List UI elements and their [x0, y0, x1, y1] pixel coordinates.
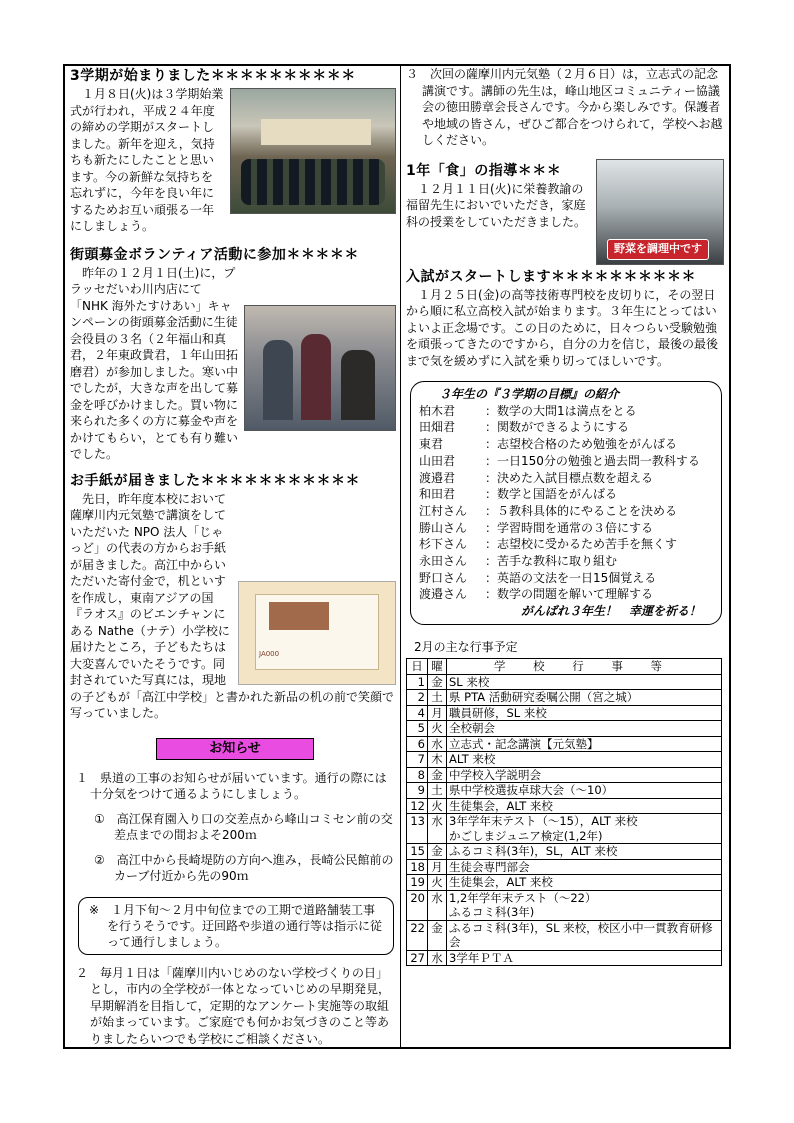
- goal-text: ：数学と国語をがんばる: [485, 487, 618, 502]
- goals-box: [410, 381, 722, 625]
- goal-text: ：学習時間を通常の３倍にする: [485, 520, 654, 535]
- schedule-weekday: 木: [428, 752, 447, 768]
- goal-text: ：関数ができるようにする: [485, 420, 630, 435]
- schedule-day: 13: [407, 814, 428, 844]
- schedule-event: 生徒集会，ALT 来校: [447, 875, 722, 891]
- schedule-event: 職員研修，SL 来校: [447, 705, 722, 721]
- goal-text: ：一日150分の勉強と過去問一教科する: [485, 453, 700, 468]
- schedule-weekday: 土: [428, 783, 447, 799]
- notice-item-1: １ 県道の工事のお知らせが届いています。通行の際には十分気をつけて通るようにしましょう。: [76, 770, 387, 801]
- schedule-day: 15: [407, 844, 428, 860]
- schedule-row: [407, 736, 722, 752]
- schedule-day: 5: [407, 721, 428, 737]
- schedule-day: 12: [407, 798, 428, 814]
- schedule-event: SL 来校: [447, 674, 722, 690]
- schedule-event: 全校朝会: [447, 721, 722, 737]
- schedule-day: 18: [407, 859, 428, 875]
- goal-text: ：英語の文法を一日15個覚える: [485, 570, 657, 585]
- goal-text: ：５教科具体的にやることを決める: [485, 503, 678, 518]
- volunteer-heading: 街頭募金ボランティア活動に参加＊＊＊＊＊: [70, 246, 359, 263]
- right-column: [406, 66, 724, 966]
- letter-heading: お手紙が届きました＊＊＊＊＊＊＊＊＊＊＊: [70, 472, 360, 489]
- goal-student-name: 勝山さん: [419, 520, 468, 535]
- schedule-row: [407, 890, 722, 920]
- notice-sub-1: ① 高江保育園入り口の交差点から峰山コミセン前の交差点までの間およそ200ｍ: [94, 811, 393, 842]
- goal-item: [419, 570, 715, 587]
- schedule-weekday: 金: [428, 674, 447, 690]
- cooking-photo-label: 野菜を調理中です: [607, 239, 709, 260]
- schedule-weekday: 水: [428, 814, 447, 844]
- goal-item: [419, 553, 715, 570]
- goal-item: [419, 586, 715, 603]
- goals-list: [419, 403, 715, 603]
- schedule-row: [407, 783, 722, 799]
- schedule-event: ALT 来校: [447, 752, 722, 768]
- notice-item-2: ２ 毎月１日は「薩摩川内いじめのない学校づくりの日」とし，市内の全学校が一体となっていじめの早期発見，早期解消を目指して，定期的なアンケート実施等の取組が始まっています。ご家庭でも何かお気づきのこと等ありましたらいつでも学校にご相談ください。: [76, 965, 391, 1046]
- goal-item: [419, 470, 715, 487]
- goal-text: ：数学の問題を解いて理解する: [485, 587, 654, 602]
- schedule-day: 19: [407, 875, 428, 891]
- goal-student-name: 東君: [419, 437, 444, 452]
- schedule-row: [407, 950, 722, 966]
- schedule-event: 県中学校選抜卓球大会（～10）: [447, 783, 722, 799]
- goals-cheer: がんばれ３年生！ 幸運を祈る！: [520, 604, 701, 619]
- goal-item: [419, 486, 715, 503]
- notice-sub-2: ② 高江中から長崎堤防の方向へ進み，長崎公民館前のカーブ付近から先の90ｍ: [94, 852, 394, 883]
- schedule-event: 3学年ＰＴＡ: [447, 950, 722, 966]
- schedule-row: [407, 875, 722, 891]
- schedule-event: ふるコミ科(3年)，SL，ALT 来校: [447, 844, 722, 860]
- goal-text: ：志望校に受かるため苦手を無くす: [485, 537, 678, 552]
- goal-student-name: 山田君: [419, 453, 456, 468]
- goal-item: [419, 503, 715, 520]
- fundraising-photo: [244, 305, 396, 431]
- goal-student-name: 渡邉さん: [419, 587, 468, 602]
- column-divider: [400, 64, 401, 1049]
- goal-item: [419, 520, 715, 537]
- letter-photo-caption: JA000: [259, 649, 280, 658]
- schedule-weekday: 水: [428, 950, 447, 966]
- letter-photo: [238, 581, 396, 685]
- term3-heading: 3学期が始まりました＊＊＊＊＊＊＊＊＊＊: [70, 68, 356, 84]
- schedule-weekday: 月: [428, 859, 447, 875]
- goal-item: [419, 419, 715, 436]
- goal-student-name: 永田さん: [419, 554, 468, 569]
- goal-student-name: 田畑君: [419, 420, 456, 435]
- goal-item: [419, 436, 715, 453]
- exam-body: １月２５日(金)の高等技術専門校を皮切りに，その翌日から順に私立高校入試が始まります。３年生にとってはいよいよ正念場です。この日のために，日々つらい受験勉強を頑張ってきたのですから，自分の力を信じ，最後の最後まで気を緩めずに入試を乗り切ってほしいです。: [406, 287, 719, 368]
- schedule-weekday: 土: [428, 690, 447, 706]
- schedule-weekday: 金: [428, 767, 447, 783]
- schedule-table: [406, 658, 722, 966]
- schedule-row: [407, 690, 722, 706]
- schedule-day: 4: [407, 705, 428, 721]
- schedule-row: [407, 705, 722, 721]
- schedule-event: 生徒会専門部会: [447, 859, 722, 875]
- goal-text: ：苦手な教科に取り組む: [485, 554, 618, 569]
- goals-title: ３年生の『３学期の目標』の紹介: [439, 387, 620, 401]
- schedule-weekday: 金: [428, 920, 447, 950]
- goal-text: ：決めた入試目標点数を超える: [485, 470, 654, 485]
- juku-body: ３ 次回の薩摩川内元気塾（２月６日）は，立志式の記念講演です。講師の先生は，峰山地区コミュニティー協議会の徳田勝章会長さんです。今から楽しみです。保護者や地域の皆さん，ぜひご都合をつけられて，学校へお越しください。: [406, 67, 723, 147]
- schedule-header-event: 学 校 行 事 等: [447, 659, 722, 675]
- schedule-row: [407, 798, 722, 814]
- schedule-event: 生徒集会，ALT 来校: [447, 798, 722, 814]
- schedule-row: [407, 814, 722, 844]
- schedule-event: 中学校入学説明会: [447, 767, 722, 783]
- goal-student-name: 柏木君: [419, 403, 456, 418]
- schedule-weekday: 火: [428, 875, 447, 891]
- schedule-row: [407, 844, 722, 860]
- schedule-day: 6: [407, 736, 428, 752]
- food-heading: 1年「食」の指導＊＊＊: [406, 162, 562, 179]
- schedule-weekday: 水: [428, 736, 447, 752]
- goal-student-name: 野口さん: [419, 570, 468, 585]
- schedule-day: 20: [407, 890, 428, 920]
- goal-student-name: 江村さん: [419, 503, 468, 518]
- goal-item: [419, 403, 715, 420]
- left-column: [70, 66, 396, 1047]
- term3-body: １月８日(火)は３学期始業式が行われ，平成２４年度の締めの学期がスタートしました。新年を迎え，気持ちも新たにしたことと思います。今の新鮮な気持ちを忘れずに，今年を良い年にするためお互い頑張る一年にしましょう。: [70, 87, 224, 233]
- schedule-day: 8: [407, 767, 428, 783]
- goal-item: [419, 453, 715, 470]
- schedule-weekday: 月: [428, 705, 447, 721]
- goal-student-name: 杉下さん: [419, 537, 468, 552]
- schedule-event: 立志式・記念講演【元気塾】: [447, 736, 722, 752]
- notice-heading: お知らせ: [156, 738, 314, 760]
- schedule-header-weekday: 曜: [428, 659, 447, 675]
- goal-item: [419, 536, 715, 553]
- schedule-event: 3年学年末テスト（～15），ALT 来校 かごしまジュニア検定(1,2年): [447, 814, 722, 844]
- schedule-row: [407, 674, 722, 690]
- ceremony-photo: [230, 88, 396, 214]
- goal-student-name: 渡邉君: [419, 470, 456, 485]
- schedule-row: [407, 859, 722, 875]
- schedule-row: [407, 920, 722, 950]
- schedule-day: 9: [407, 783, 428, 799]
- goal-text: ：志望校合格のため勉強をがんばる: [485, 437, 678, 452]
- schedule-row: [407, 721, 722, 737]
- schedule-event: 1,2年学年末テスト（～22） ふるコミ科(3年): [447, 890, 722, 920]
- schedule-row: [407, 767, 722, 783]
- goal-text: ：数学の大問1は満点をとる: [485, 403, 637, 418]
- schedule-day: 27: [407, 950, 428, 966]
- schedule-day: 7: [407, 752, 428, 768]
- notice-note-box: ※ １月下旬～２月中旬位までの工期で道路舗装工事を行うそうです。迂回路や歩道の通行等は指示に従って通行しましょう。: [78, 897, 394, 955]
- letter-body: 先日，昨年度本校において薩摩川内元気塾で講演をしていただいた NPO 法人「じゃっど」の代表の方からお手紙が届きました。高江中からいただいた寄付金で，机といすを作成し，東南アジアの国『ラオス』のビエンチャンにある Nathe（ナテ）小学校に届けたところ，子どもたちは大変喜んでいたそうです。同封されていた写真には，現地の子どもが「高江中学校」と書かれた新品の机の前で笑顔で写っていました。: [70, 491, 395, 720]
- schedule-weekday: 金: [428, 844, 447, 860]
- schedule-day: 22: [407, 920, 428, 950]
- schedule-day: 2: [407, 690, 428, 706]
- goal-student-name: 和田君: [419, 487, 456, 502]
- schedule-weekday: 火: [428, 721, 447, 737]
- schedule-row: [407, 752, 722, 768]
- exam-heading: 入試がスタートします＊＊＊＊＊＊＊＊＊＊: [406, 268, 696, 285]
- schedule-event: 県 PTA 活動研究委嘱公開（宮之城）: [447, 690, 722, 706]
- schedule-title: 2月の主な行事予定: [414, 639, 518, 654]
- schedule-weekday: 火: [428, 798, 447, 814]
- schedule-event: ふるコミ科(3年)，SL 来校，校区小中一貫教育研修会: [447, 920, 722, 950]
- cooking-photo: [596, 159, 724, 265]
- volunteer-body: 昨年の１２月１日(土)に，プラッセだいわ川内店にて「NHK 海外たすけあい」キャンペーンの街頭募金活動に生徒会役員の３名（２年福山和真君，２年東政貴君，１年山田拓磨君）が参加しました。寒い中でしたが，大きな声を出して募金を呼びかけました。買い物に来られた多くの方に募金や声をかけてもらい，とても有り難いでした。: [70, 265, 239, 461]
- schedule-header-day: 日: [407, 659, 428, 675]
- schedule-weekday: 水: [428, 890, 447, 920]
- schedule-day: 1: [407, 674, 428, 690]
- food-body: １２月１１日(火)に栄養教諭の福留先生においでいただき，家庭科の授業をしていただきました。: [406, 181, 587, 229]
